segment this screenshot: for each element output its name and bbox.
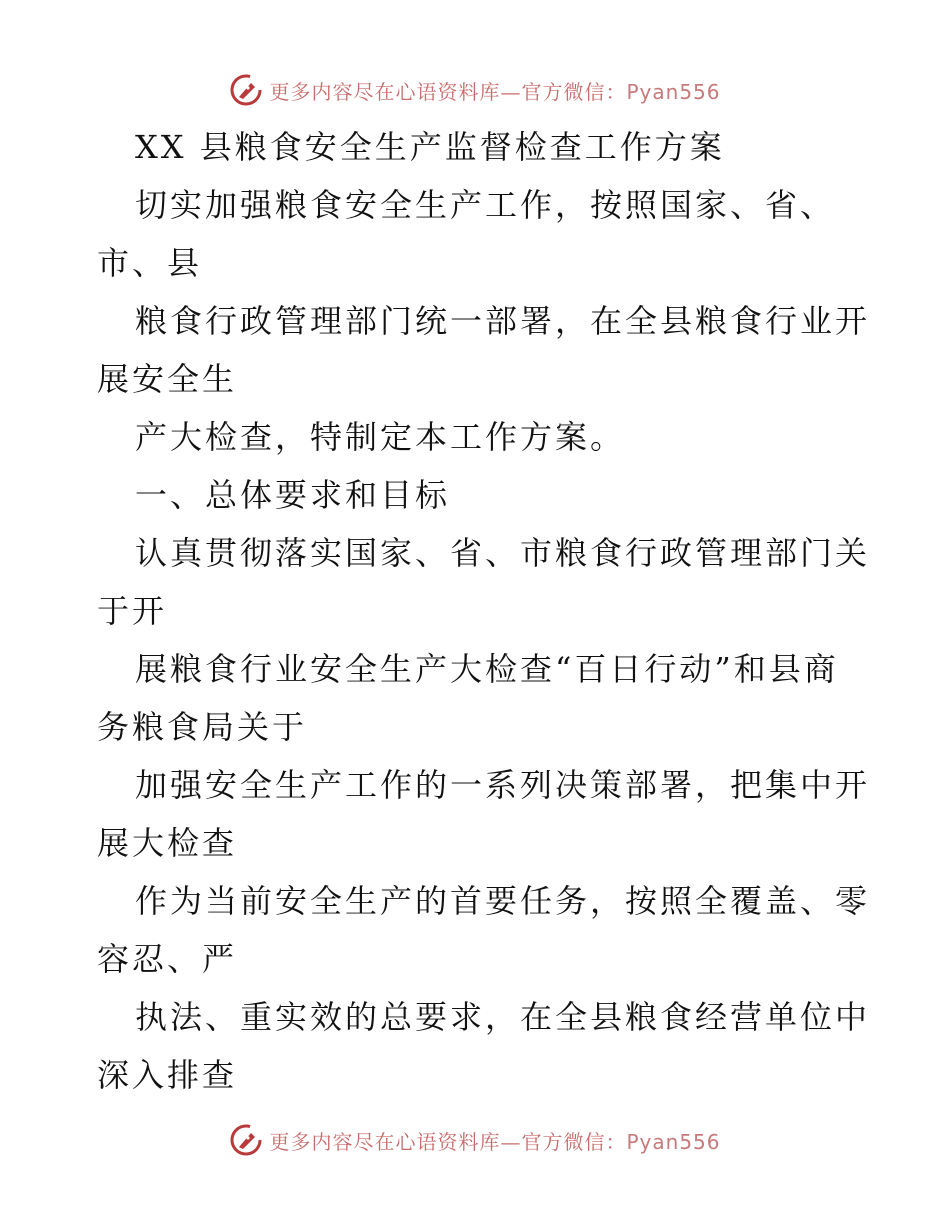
paragraph-line: 于开 — [97, 592, 168, 630]
paragraph-line: 粮食行政管理部门统一部署，在全县粮食行业开 — [135, 302, 871, 340]
header-banner-text: 更多内容尽在心语资料库—官方微信：Pyan556 — [269, 79, 721, 104]
footer-banner-handle: Pyan556 — [626, 1129, 721, 1154]
document-title: XX 县粮食安全生产监督检查工作方案 — [135, 128, 725, 166]
header-banner-handle: Pyan556 — [626, 79, 721, 104]
paragraph-line: 务粮食局关于 — [97, 708, 308, 746]
pen-nib-logo-icon — [229, 73, 263, 107]
paragraph-line: 展大检查 — [97, 824, 238, 862]
paragraph-line: 切实加强粮食安全生产工作，按照国家、省、 — [135, 186, 836, 224]
footer-banner — [0, 1120, 950, 1160]
pen-nib-logo-icon — [229, 1123, 263, 1157]
document-body — [97, 118, 871, 1104]
paragraph-line: 作为当前安全生产的首要任务，按照全覆盖、零 — [135, 882, 871, 920]
paragraph-line: 认真贯彻落实国家、省、市粮食行政管理部门关 — [135, 534, 871, 572]
paragraph-line: 加强安全生产工作的一系列决策部署，把集中开 — [135, 766, 871, 804]
paragraph-line: 容忍、严 — [97, 940, 238, 978]
paragraph-line: 展粮食行业安全生产大检查“百日行动”和县商 — [135, 650, 839, 688]
paragraph-line: 执法、重实效的总要求，在全县粮食经营单位中 — [135, 998, 871, 1036]
paragraph-line: 展安全生 — [97, 360, 238, 398]
section-heading: 一、总体要求和目标 — [135, 476, 451, 514]
paragraph-line: 深入排查 — [97, 1056, 238, 1094]
paragraph-line: 市、县 — [97, 244, 203, 282]
paragraph-line: 产大检查，特制定本工作方案。 — [135, 418, 626, 456]
footer-banner-text: 更多内容尽在心语资料库—官方微信：Pyan556 — [269, 1129, 721, 1154]
header-banner — [0, 70, 950, 110]
